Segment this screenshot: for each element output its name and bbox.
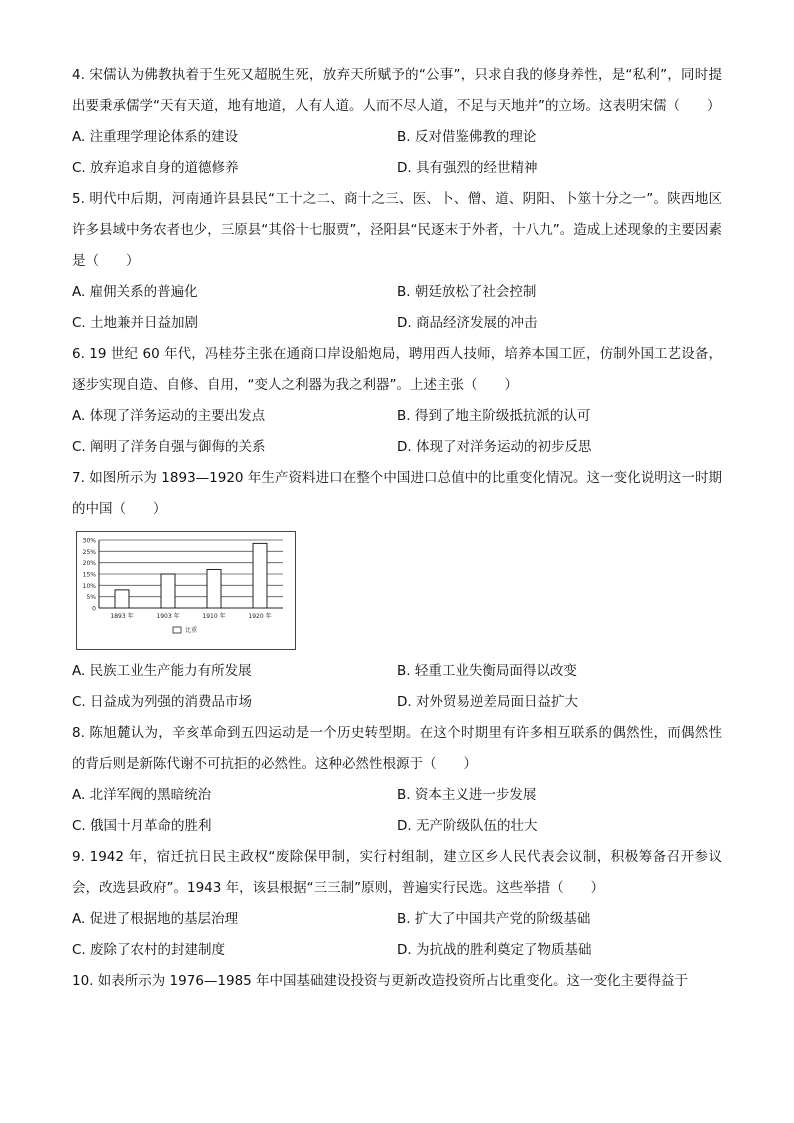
y-tick-label: 0 — [92, 605, 96, 613]
option-b: B. 扩大了中国共产党的阶级基础 — [397, 911, 591, 927]
option-a: A. 雇佣关系的普遍化 — [72, 284, 198, 300]
option-b: B. 朝廷放松了社会控制 — [397, 284, 537, 300]
options-grid — [72, 780, 722, 842]
option-d: D. 为抗战的胜利奠定了物质基础 — [397, 942, 592, 958]
exam-page — [72, 60, 722, 997]
option-a: A. 促进了根据地的基层治理 — [72, 911, 239, 927]
option-d: D. 商品经济发展的冲击 — [397, 315, 538, 331]
options-grid — [72, 656, 722, 718]
question-10 — [72, 966, 722, 997]
question-7 — [72, 463, 722, 718]
question-stem: 10. 如表所示为 1976—1985 年中国基础建设投资与更新改造投资所占比重变化。这一变化主要得益于 — [72, 973, 689, 989]
bar — [115, 590, 129, 608]
option-a: A. 体现了洋务运动的主要出发点 — [72, 408, 266, 424]
question-stem: 9. 1942 年，宿迁抗日民主政权“废除保甲制，实行村组制，建立区乡人民代表会议制，积极筹备召开参议会，改选县政府”。1943 年，该县根据“三三制”原则，普遍实行民选。这些举措（ ） — [72, 849, 722, 896]
bar — [253, 543, 267, 608]
question-stem: 6. 19 世纪 60 年代，冯桂芬主张在通商口岸设船炮局，聘用西人技师，培养本国工匠，仿制外国工艺设备，逐步实现自造、自修、自用，“变人之利器为我之利器”。上述主张（ ） — [72, 346, 722, 393]
option-d: D. 对外贸易逆差局面日益扩大 — [397, 694, 578, 710]
question-9 — [72, 842, 722, 966]
option-c: C. 土地兼并日益加剧 — [72, 315, 199, 331]
x-tick-label: 1903 年 — [156, 613, 180, 620]
option-a: A. 北洋军阀的黑暗统治 — [72, 787, 212, 803]
option-c: C. 废除了农村的封建制度 — [72, 942, 226, 958]
option-c: C. 阐明了洋务自强与御侮的关系 — [72, 439, 266, 455]
option-b: B. 轻重工业失衡局面得以改变 — [397, 663, 577, 679]
bar-chart-frame — [76, 531, 296, 650]
chart-area — [72, 525, 722, 656]
x-tick-label: 1910 年 — [202, 613, 226, 620]
options-grid — [72, 401, 722, 463]
question-stem: 5. 明代中后期，河南通许县县民“工十之二、商十之三、医、卜、僧、道、阴阳、卜筮十分之一”。陕西地区许多县域中务农者也少，三原县“其俗十七服贾”，泾阳县“民逐末于外者，十八九”。造成上述现象的主要因素是（ ） — [72, 191, 722, 269]
options-grid — [72, 277, 722, 339]
option-c: C. 放弃追求自身的道德修养 — [72, 160, 239, 176]
option-a: A. 民族工业生产能力有所发展 — [72, 663, 252, 679]
question-stem: 7. 如图所示为 1893—1920 年生产资料进口在整个中国进口总值中的比重变化情况。这一变化说明这一时期的中国（ ） — [72, 470, 722, 517]
question-4 — [72, 60, 722, 184]
question-6 — [72, 339, 722, 463]
options-grid — [72, 904, 722, 966]
option-b: B. 反对借鉴佛教的理论 — [397, 129, 537, 145]
y-tick-label: 30% — [82, 537, 96, 545]
question-5 — [72, 184, 722, 339]
option-d: D. 无产阶级队伍的壮大 — [397, 818, 538, 834]
y-tick-label: 25% — [82, 548, 96, 556]
legend-label: 比重 — [185, 627, 198, 634]
option-d: D. 体现了对洋务运动的初步反思 — [397, 439, 592, 455]
option-d: D. 具有强烈的经世精神 — [397, 160, 538, 176]
options-grid — [72, 122, 722, 184]
y-tick-label: 5% — [86, 594, 96, 602]
x-tick-label: 1893 年 — [110, 613, 134, 620]
bar — [161, 574, 175, 608]
option-b: B. 得到了地主阶级抵抗派的认可 — [397, 408, 591, 424]
question-8 — [72, 718, 722, 842]
option-c: C. 俄国十月革命的胜利 — [72, 818, 212, 834]
option-b: B. 资本主义进一步发展 — [397, 787, 537, 803]
y-tick-label: 10% — [82, 582, 96, 590]
bar — [207, 569, 221, 608]
bar-chart — [77, 532, 295, 649]
y-tick-label: 15% — [82, 571, 96, 579]
y-tick-label: 20% — [82, 560, 96, 568]
option-a: A. 注重理学理论体系的建设 — [72, 129, 239, 145]
option-c: C. 日益成为列强的消费品市场 — [72, 694, 253, 710]
question-stem: 8. 陈旭麓认为，辛亥革命到五四运动是一个历史转型期。在这个时期里有许多相互联系的偶然性，而偶然性的背后则是新陈代谢不可抗拒的必然性。这种必然性根源于（ ） — [72, 725, 722, 772]
x-tick-label: 1920 年 — [248, 613, 272, 620]
question-stem: 4. 宋儒认为佛教执着于生死又超脱生死，放弃天所赋予的“公事”，只求自我的修身养性，是“私利”，同时提出要秉承儒学“天有天道，地有地道，人有人道。人而不尽人道，不足与天地并”的立场。这表明宋儒（ ） — [72, 67, 722, 114]
legend-swatch — [173, 627, 181, 633]
